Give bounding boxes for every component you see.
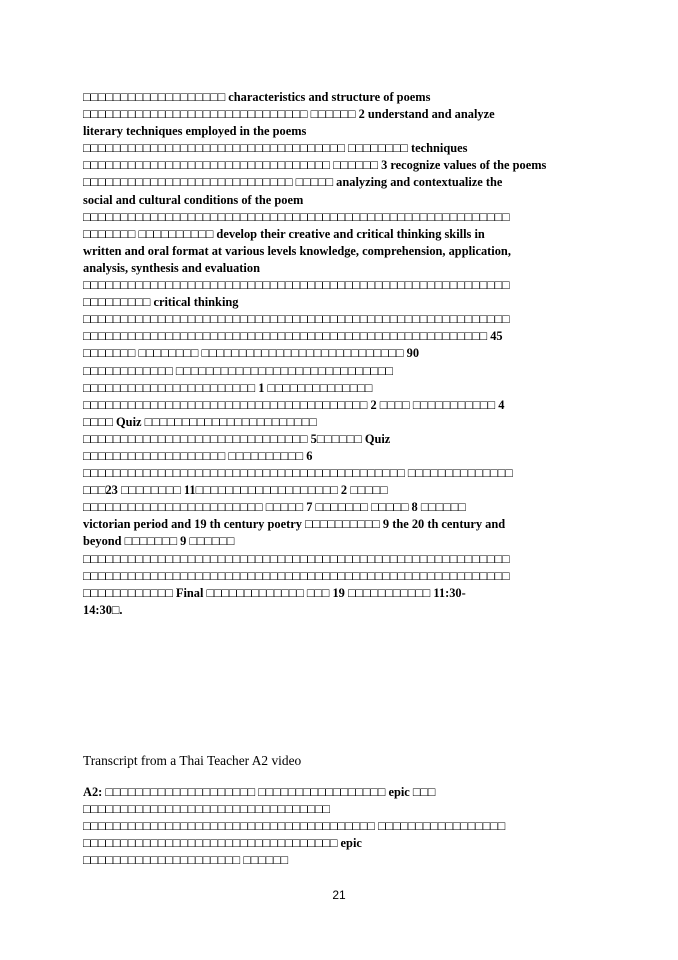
text-line: □□□□□□□□□□□□□□□□□□□□□□□□□□□□□□□□□□□□□□□□□□□□□□□□□□□□□□□□□ [83, 209, 510, 224]
transcript-line: A2: □□□□□□□□□□□□□□□□□□□□ □□□□□□□□□□□□□□□□□ epic □□□ [83, 785, 436, 799]
text-line: □□□□□□□□□□□□□□□□□□□□□□□□□□□□□□ □□□□□□ 2 understand and analyze [83, 107, 495, 122]
text-line: □□□□□□□□□□□□□□□□□□□□□□□□□□□□□□□□□□□ □□□□□□□□ techniques [83, 141, 468, 156]
text-line: social and cultural conditions of the poem [83, 192, 304, 207]
text-line: □□□□□□□□□□□□□□□□□□□□□□□□□□□□□□□□□□□□□□ 2 □□□□ □□□□□□□□□□□ 4 [83, 397, 505, 412]
text-line: □□□□□□□□□□□□□□□□□□□□□□□□□□□□□□□□□□□□□□□□□□□□□□□□□□□□□□□□□ [83, 278, 510, 293]
text-line: □□□□□□□□□□□□□□□□□□□□□□□□□□□□□□□□□□□□□□□□□□□□□□□□□□□□□□□□□ [83, 312, 510, 327]
text-line: analysis, synthesis and evaluation [83, 260, 260, 275]
text-line: □□□□□□□□□□□□ □□□□□□□□□□□□□□□□□□□□□□□□□□□□□ [83, 363, 393, 378]
text-line: 14:30□. [83, 602, 123, 617]
transcript-line: □□□□□□□□□□□□□□□□□□□□□□□□□□□□□□□□□□□□□□□ □□□□□□□□□□□□□□□□□ [83, 819, 506, 834]
text-line: □□□□□□□□□□□□□□□□□□□□□□□□□□□□□□□□□□□□□□□□□□□□□□□□□□□□□□ 45 [83, 329, 503, 344]
text-line: beyond □□□□□□□ 9 □□□□□□ [83, 534, 235, 549]
text-line: written and oral format at various levels knowledge, comprehension, application, [83, 243, 511, 258]
text-line: □□□□□□□□□□□□ Final □□□□□□□□□□□□□ □□□ 19 □□□□□□□□□□□ 11:30- [83, 585, 466, 600]
transcript-block [83, 784, 600, 869]
text-line: □□□□ Quiz □□□□□□□□□□□□□□□□□□□□□□□ [83, 414, 317, 429]
text-line: □□□□□□□□□□□□□□□□□□□□□□□ 1 □□□□□□□□□□□□□□ [83, 380, 373, 395]
text-line: □□□□□□□ □□□□□□□□ □□□□□□□□□□□□□□□□□□□□□□□□□□□ 90 [83, 346, 420, 361]
transcript-caption: Transcript from a Thai Teacher A2 video [83, 753, 302, 768]
transcript-line: □□□□□□□□□□□□□□□□□□□□□ □□□□□□ [83, 853, 289, 868]
text-line: victorian period and 19 th century poetry □□□□□□□□□□ 9 the 20 th century and [83, 517, 506, 532]
text-line: □□□□□□□□□□□□□□□□□□□□□□□□□□□□□□□□□□□□□□□□□□□□□□□□□□□□□□□□□ [83, 568, 510, 583]
text-line: □□□□□□□□□□□□□□□□□□□□□□□□□□□□ □□□□□ analyzing and contextualize the [83, 175, 503, 190]
text-line: □□□□□□□□□□□□□□□□□□□□□□□□□□□□□□□□□□□□□□□□□□□ □□□□□□□□□□□□□□ [83, 466, 513, 481]
text-line: □□□□□□□□□ critical thinking [83, 295, 239, 310]
transcript-line: □□□□□□□□□□□□□□□□□□□□□□□□□□□□□□□□□□ epic [83, 836, 362, 851]
text-line: □□□□□□□□□□□□□□□□□□□□□□□□□□□□□□□□□ □□□□□□ 3 recognize values of the poems [83, 158, 547, 173]
text-line: □□□□□□□□□□□□□□□□□□□□□□□□ □□□□□ 7 □□□□□□□ □□□□□ 8 □□□□□□ [83, 500, 466, 515]
page-number: 21 [332, 888, 346, 902]
text-line: literary techniques employed in the poems [83, 124, 307, 139]
transcript-line: □□□□□□□□□□□□□□□□□□□□□□□□□□□□□□□□□ [83, 802, 330, 817]
body-text-block [83, 89, 600, 619]
text-line: □□□□□□□ □□□□□□□□□□ develop their creative and critical thinking skills in [83, 226, 485, 241]
text-line: □□□□□□□□□□□□□□□□□□□ characteristics and structure of poems [83, 90, 431, 104]
text-line: □□□□□□□□□□□□□□□□□□□□□□□□□□□□□□ 5□□□□□□ Quiz [83, 431, 391, 446]
text-line: □□□□□□□□□□□□□□□□□□□ □□□□□□□□□□ 6 [83, 448, 313, 463]
text-line: □□□□□□□□□□□□□□□□□□□□□□□□□□□□□□□□□□□□□□□□□□□□□□□□□□□□□□□□□ [83, 551, 510, 566]
text-line: □□□23 □□□□□□□□ 11□□□□□□□□□□□□□□□□□□□ 2 □□□□□ [83, 483, 388, 498]
